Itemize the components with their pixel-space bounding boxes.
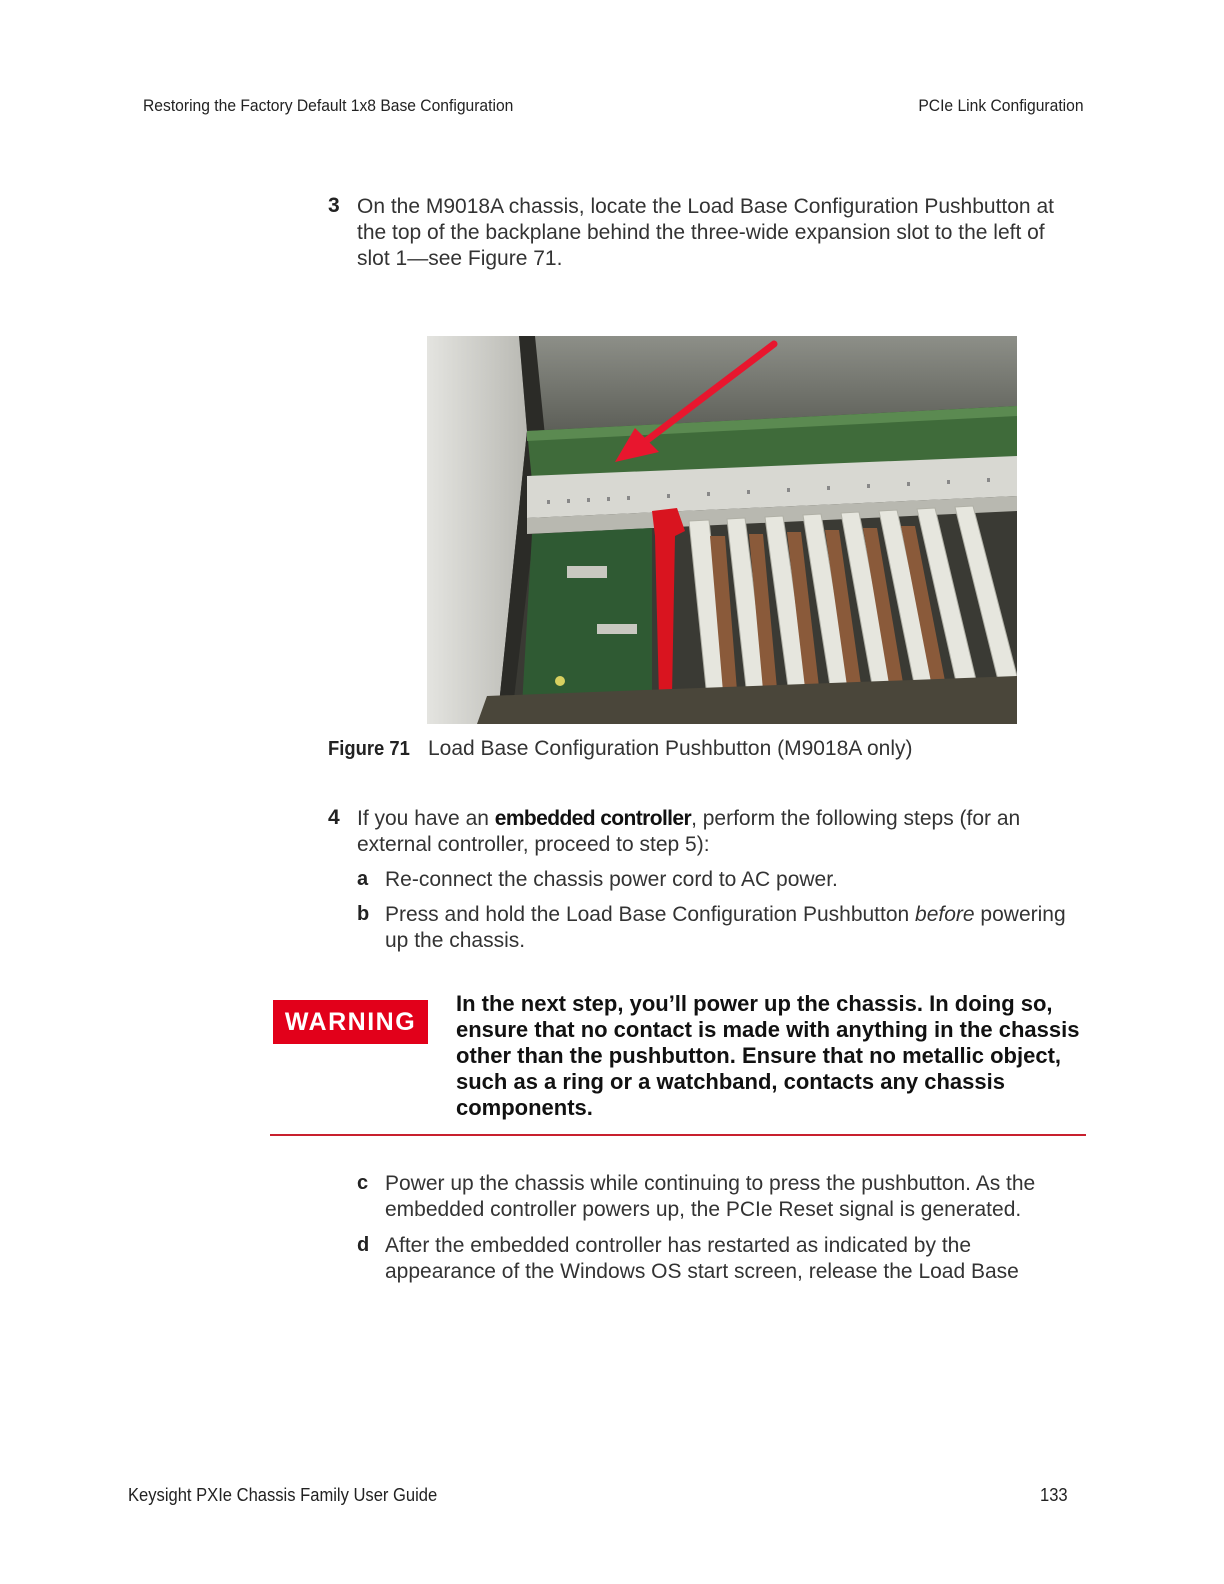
chassis-backplane-illustration <box>427 336 1017 724</box>
emphasis-before: before <box>915 903 975 926</box>
substep-letter: d <box>357 1234 370 1256</box>
figure-label: Figure 71 <box>328 738 410 760</box>
running-header-right: PCIe Link Configuration <box>918 96 1084 115</box>
step-number: 3 <box>328 194 340 217</box>
figure-caption: Load Base Configuration Pushbutton (M9018A only) <box>428 737 913 760</box>
substep-text <box>385 902 1085 954</box>
footer-title: Keysight PXIe Chassis Family User Guide <box>128 1485 438 1505</box>
step-text-part: , perform the following steps (for an external controller, proceed to step 5): <box>357 807 1021 856</box>
warning-divider <box>270 1134 1086 1136</box>
substep-text-part: Press and hold the Load Base Configuration Pushbutton <box>385 903 916 926</box>
step-text: On the M9018A chassis, locate the Load Base Configuration Pushbutton at the top of the backplane behind the three-wide expansion slot to the left of slot 1—see Figure 71. <box>357 195 1054 270</box>
running-header-left: Restoring the Factory Default 1x8 Base Configuration <box>143 96 514 115</box>
chassis-photo <box>427 336 1017 724</box>
substep-letter: a <box>357 868 369 890</box>
embedded-controller-term: embedded controller <box>494 807 692 830</box>
step-text <box>357 806 1087 858</box>
substep-letter: b <box>357 903 370 925</box>
warning-text: In the next step, you’ll power up the chassis. In doing so, ensure that no contact is made with anything in the chassis other than the pushbutton. Ensure that no metallic object, such as a ring or a watchband, contacts any chassis components. <box>456 991 1080 1120</box>
warning-badge: WARNING <box>273 1000 428 1044</box>
substep-text: After the embedded controller has restarted as indicated by the appearance of the Windows OS start screen, release the Load Base <box>385 1234 1019 1283</box>
substep-text: Power up the chassis while continuing to press the pushbutton. As the embedded controller powers up, the PCIe Reset signal is generated. <box>385 1172 1036 1221</box>
substep-text: Re-connect the chassis power cord to AC power. <box>385 868 838 891</box>
step-number: 4 <box>328 806 340 829</box>
substep-text-part: powering up the chassis. <box>385 903 1066 952</box>
step-text-part: If you have an <box>357 807 495 830</box>
substep-letter: c <box>357 1172 369 1194</box>
page-number: 133 <box>1040 1485 1068 1505</box>
